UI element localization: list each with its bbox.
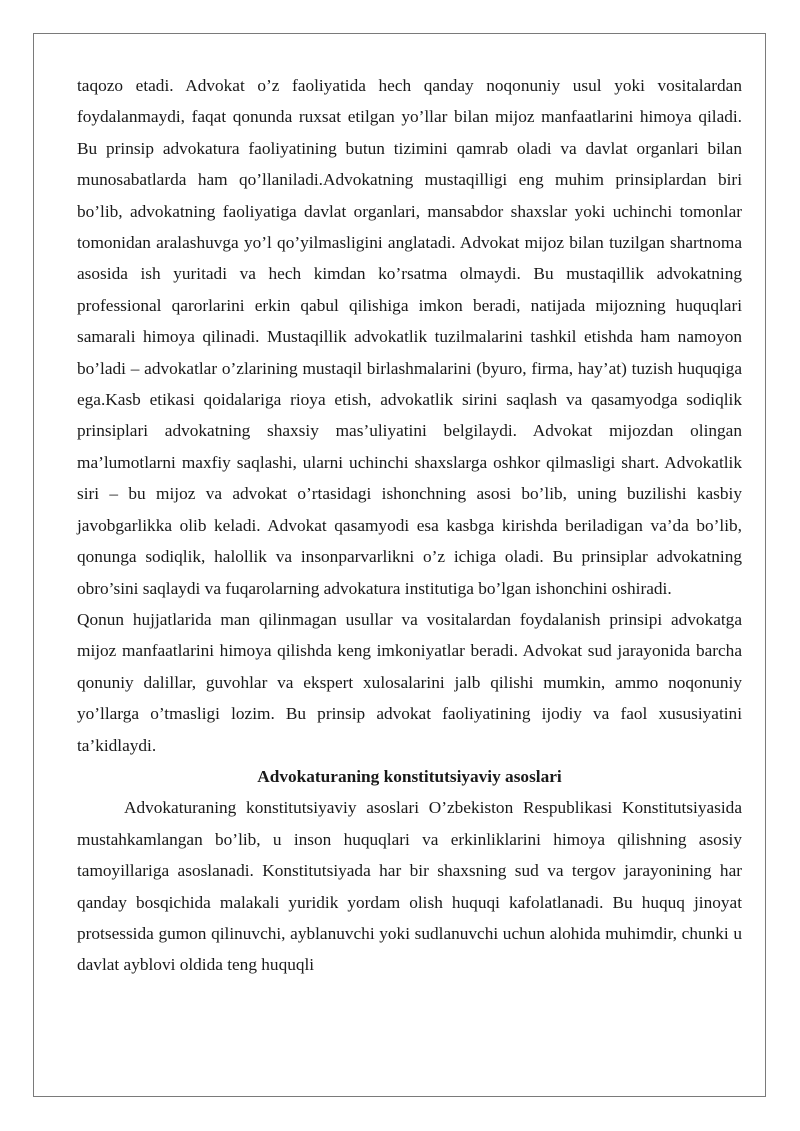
paragraph-constitutional-basis: Advokaturaning konstitutsiyaviy asoslari O’zbekiston Respublikasi Konstitutsiyasida mustahkamlangan bo’lib, u inson huquqlari va erkinliklarini himoya qilishning asosiy tamoyillariga asoslanadi. Konstitutsiyada har bir shaxsning sud va tergov jarayonining har qanday bosqichida malakali yuridik yordam olish huquqi kafolatlanadi. Bu huquq jinoyat protsessida gumon qilinuvchi, ayblanuvchi yoki sudlanuvchi uchun alohida muhimdir, chunki u davlat ayblovi oldida teng huquqli: [77, 798, 742, 975]
paragraph-principles: taqozo etadi. Advokat o’z faoliyatida hech qanday noqonuniy usul yoki vositalardan foydalanmaydi, faqat qonunda ruxsat etilgan yo’llar bilan mijoz manfaatlarini himoya qiladi. Bu prinsip advokatura faoliyatining butun tizimini qamrab oladi va davlat organlari bilan munosabatlarda ham qo’llaniladi.Advokatning mustaqilligi eng muhim prinsiplardan biri bo’lib, advokatning faoliyatiga davlat organlari, mansabdor shaxslar yoki uchinchi tomonlar tomonidan aralashuvga yo’l qo’yilmasligini anglatadi. Advokat mijoz bilan tuzilgan shartnoma asosida ish yuritadi va hech kimdan ko’rsatma olmaydi. Bu mustaqillik advokatning professional qarorlarini erkin qabul qilishiga imkon beradi, natijada mijozning huquqlari samarali himoya qilinadi. Mustaqillik advokatlik tuzilmalarini tashkil etishda ham namoyon bo’ladi – advokatlar o’zlarining mustaqil birlashmalarini (byuro, firma, hay’at) tuzish huquqiga ega.Kasb etikasi qoidalariga rioya etish, advokatlik sirini saqlash va qasamyodga sodiqlik prinsiplari advokatning shaxsiy mas’uliyatini belgilaydi. Advokat mijozdan olingan ma’lumotlarni maxfiy saqlashi, ularni uchinchi shaxslarga oshkor qilmasligi shart. Advokatlik siri – bu mijoz va advokat o’rtasidagi ishonchning asosi bo’lib, uning buzilishi kasbiy javobgarlikka olib keladi. Advokat qasamyodi esa kasbga kirishda beriladigan va’da bo’lib, qonunga sodiqlik, halollik va insonparvarlikni o’z ichiga oladi. Bu prinsiplar advokatning obro’sini saqlaydi va fuqarolarning advokatura institutiga bo’lgan ishonchini oshiradi.: [77, 76, 742, 598]
section-heading: Advokaturaning konstitutsiyaviy asoslari: [257, 766, 562, 786]
paragraph-lawful-means: Qonun hujjatlarida man qilinmagan usullar va vositalardan foydalanish prinsipi advokatga mijoz manfaatlarini himoya qilishda keng imkoniyatlar beradi. Advokat sud jarayonida barcha qonuniy dalillar, guvohlar va ekspert xulosalarini jalb qilishi mumkin, ammo noqonuniy yo’llarga o’tmasligi lozim. Bu prinsip advokat faoliyatining ijodiy va faol xususiyatini ta’kidlaydi.: [77, 609, 742, 755]
document-body: [77, 70, 742, 981]
